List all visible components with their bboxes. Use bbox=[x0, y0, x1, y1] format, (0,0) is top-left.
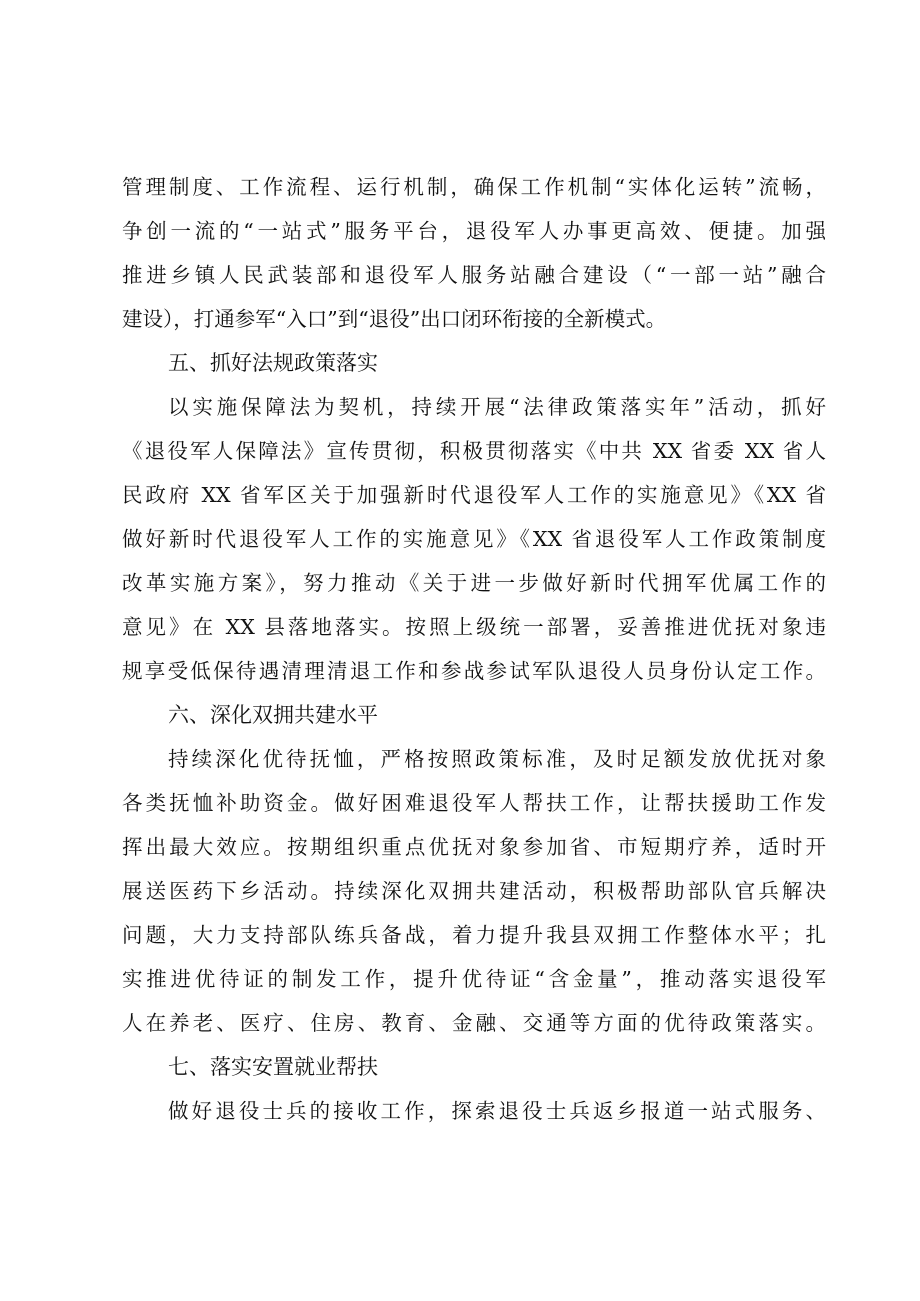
section-heading: 五、抓好法规政策落实 bbox=[168, 351, 378, 375]
paragraph-line: 人在养老、医疗、住房、教育、金融、交通等方面的优待政策落实。 bbox=[122, 1011, 826, 1035]
paragraph-line: 《退役军人保障法》宣传贯彻，积极贯彻落实《中共 XX 省委 XX 省人 bbox=[122, 439, 826, 463]
paragraph-line: 各类抚恤补助资金。做好困难退役军人帮扶工作，让帮扶援助工作发 bbox=[122, 791, 826, 815]
paragraph-line: 管理制度、工作流程、运行机制，确保工作机制“实体化运转”流畅， bbox=[122, 175, 826, 199]
paragraph-line: 挥出最大效应。按期组织重点优抚对象参加省、市短期疗养，适时开 bbox=[122, 835, 826, 859]
paragraph-line: 实推进优待证的制发工作，提升优待证“含金量”，推动落实退役军 bbox=[122, 967, 826, 991]
paragraph-line: 民政府 XX 省军区关于加强新时代退役军人工作的实施意见》《XX 省 bbox=[122, 483, 826, 507]
paragraph-line: 展送医药下乡活动。持续深化双拥共建活动，积极帮助部队官兵解决 bbox=[122, 879, 826, 903]
paragraph-line: 持续深化优待抚恤，严格按照政策标准，及时足额发放优抚对象 bbox=[168, 747, 826, 771]
paragraph-line: 做好新时代退役军人工作的实施意见》《XX 省退役军人工作政策制度 bbox=[122, 527, 826, 551]
paragraph-line: 问题，大力支持部队练兵备战，着力提升我县双拥工作整体水平；扎 bbox=[122, 923, 826, 947]
paragraph-line: 意见》在 XX 县落地落实。按照上级统一部署，妥善推进优抚对象违 bbox=[122, 615, 826, 639]
paragraph-line: 改革实施方案》，努力推动《关于进一步做好新时代拥军优属工作的 bbox=[122, 571, 826, 595]
paragraph-line: 以实施保障法为契机，持续开展“法律政策落实年”活动，抓好 bbox=[168, 395, 826, 419]
paragraph-line: 争创一流的“一站式”服务平台，退役军人办事更高效、便捷。加强 bbox=[122, 219, 826, 243]
paragraph-line: 建设），打通参军“入口”到“退役”出口闭环衔接的全新模式。 bbox=[122, 307, 667, 331]
paragraph-line: 推进乡镇人民武装部和退役军人服务站融合建设（“一部一站”融合 bbox=[122, 263, 826, 287]
section-heading: 六、深化双拥共建水平 bbox=[168, 703, 378, 727]
paragraph-line: 做好退役士兵的接收工作，探索退役士兵返乡报道一站式服务、 bbox=[168, 1099, 826, 1123]
section-heading: 七、落实安置就业帮扶 bbox=[168, 1055, 378, 1079]
paragraph-line: 规享受低保待遇清理清退工作和参战参试军队退役人员身份认定工作。 bbox=[122, 659, 826, 683]
